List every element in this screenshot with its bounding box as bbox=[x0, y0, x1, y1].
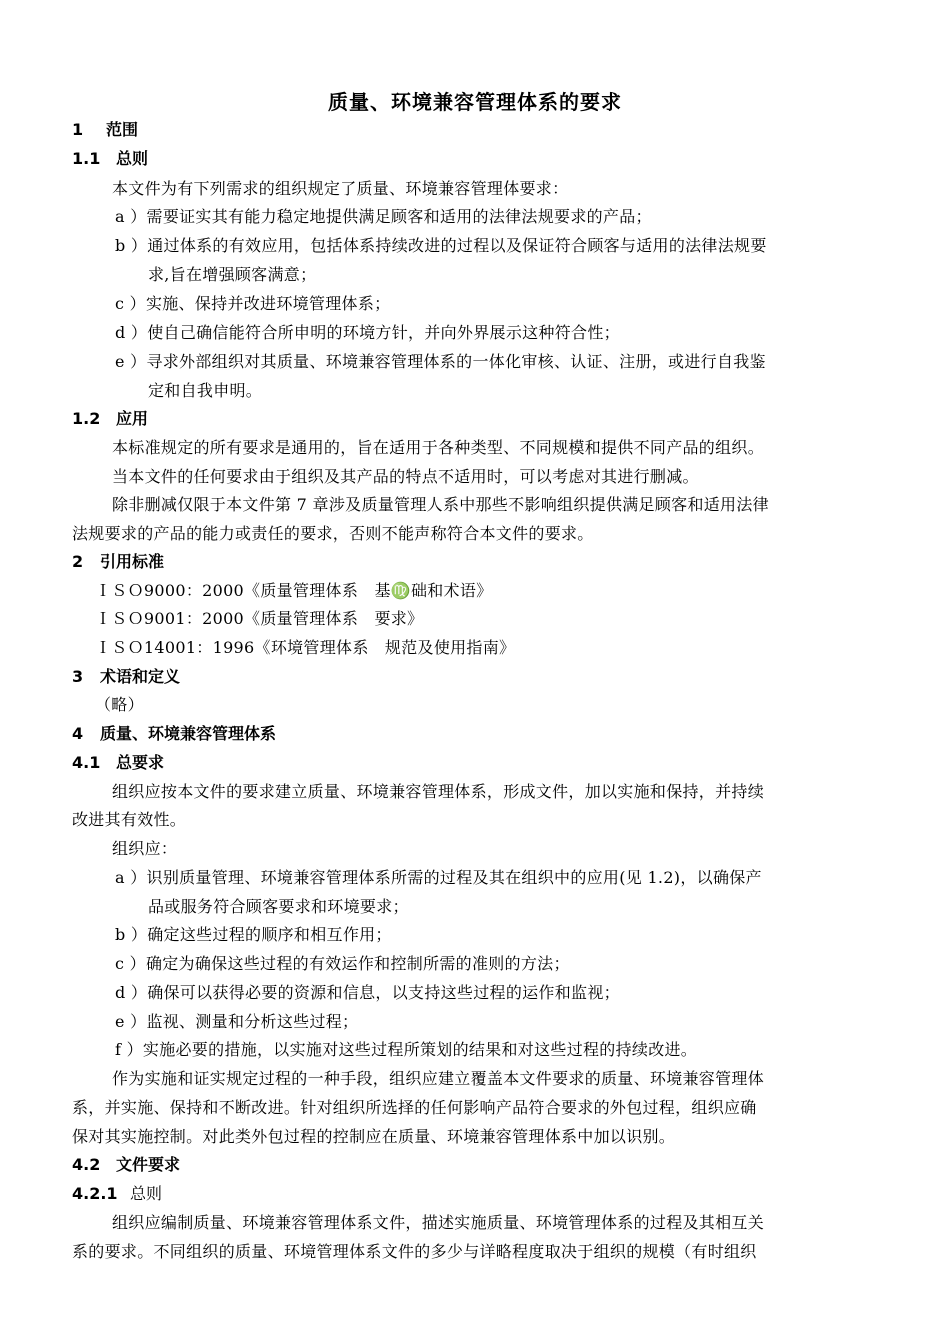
document-title: 质量、环境兼容管理体系的要求 bbox=[328, 90, 622, 114]
heading-2 bbox=[72, 549, 164, 572]
heading-label: 术语和定义 bbox=[100, 667, 181, 686]
heading-number: 1.2 bbox=[72, 409, 101, 428]
list-item: b ）确定这些过程的顺序和相互作用； bbox=[115, 925, 392, 944]
paragraph-continuation: 系的要求。不同组织的质量、环境管理体系文件的多少与详略程度取决于组织的规模（有时组织 bbox=[72, 1242, 757, 1261]
heading-4-1 bbox=[72, 750, 164, 773]
heading-number: 4.1 bbox=[72, 753, 101, 772]
paragraph: 本标准规定的所有要求是通用的，旨在适用于各种类型、不同规模和提供不同产品的组织。 bbox=[112, 438, 765, 457]
paragraph-continuation: 法规要求的产品的能力或责任的要求，否则不能声称符合本文件的要求。 bbox=[72, 524, 594, 543]
paragraph: 当本文件的任何要求由于组织及其产品的特点不适用时，可以考虑对其进行删减。 bbox=[112, 467, 699, 486]
reference-item: ＩＳＯ9001：2000《质量管理体系 要求》 bbox=[95, 609, 424, 628]
heading-1-2 bbox=[72, 406, 148, 429]
list-item: f ）实施必要的措施，以实施对这些过程所策划的结果和对这些过程的持续改进。 bbox=[115, 1040, 698, 1059]
heading-label: 范围 bbox=[106, 120, 139, 139]
heading-4-2 bbox=[72, 1152, 180, 1175]
paragraph: 作为实施和证实规定过程的一种手段，组织应建立覆盖本文件要求的质量、环境兼容管理体 bbox=[112, 1069, 765, 1088]
list-item: e ）寻求外部组织对其质量、环境兼容管理体系的一体化审核、认证、注册，或进行自我鉴 bbox=[115, 352, 766, 371]
reference-item: ＩＳＯ9000：2000《质量管理体系 基♍础和术语》 bbox=[95, 581, 493, 600]
list-item-continuation: 求,旨在增强顾客满意； bbox=[148, 265, 317, 284]
heading-number: 1 bbox=[72, 120, 84, 139]
list-item-continuation: 定和自我申明。 bbox=[148, 381, 263, 400]
list-item: c ）实施、保持并改进环境管理体系； bbox=[115, 294, 391, 313]
heading-label: 总则 bbox=[116, 149, 149, 168]
list-item: d ）确保可以获得必要的资源和信息，以支持这些过程的运作和监视； bbox=[115, 983, 620, 1002]
list-item: e ）监视、测量和分析这些过程； bbox=[115, 1012, 359, 1031]
paragraph: 除非删减仅限于本文件第 7 章涉及质量管理人系中那些不影响组织提供满足顾客和适用法律 bbox=[112, 495, 769, 514]
heading-label: 应用 bbox=[116, 409, 149, 428]
heading-label: 文件要求 bbox=[116, 1155, 181, 1174]
heading-number: 2 bbox=[72, 552, 84, 571]
list-item: b ）通过体系的有效应用，包括体系持续改进的过程以及保证符合顾客与适用的法律法规要 bbox=[115, 236, 767, 255]
reference-item: ＩＳＯ14001：1996《环境管理体系 规范及使用指南》 bbox=[95, 638, 516, 657]
list-item: c ）确定为确保这些过程的有效运作和控制所需的准则的方法； bbox=[115, 954, 570, 973]
heading-1 bbox=[72, 117, 138, 140]
heading-number: 1.1 bbox=[72, 149, 101, 168]
heading-number: 4.2.1 bbox=[72, 1184, 118, 1203]
heading-label: 总要求 bbox=[116, 753, 165, 772]
heading-number: 4.2 bbox=[72, 1155, 101, 1174]
paragraph: （略） bbox=[95, 695, 144, 714]
paragraph: 组织应编制质量、环境兼容管理体系文件，描述实施质量、环境管理体系的过程及其相互关 bbox=[112, 1213, 765, 1232]
heading-label: 总则 bbox=[130, 1184, 163, 1203]
heading-4 bbox=[72, 721, 276, 744]
heading-1-1 bbox=[72, 146, 148, 169]
paragraph-continuation: 改进其有效性。 bbox=[72, 810, 187, 829]
list-item-continuation: 品或服务符合顾客要求和环境要求； bbox=[148, 897, 409, 916]
paragraph-continuation: 系，并实施、保持和不断改进。针对组织所选择的任何影响产品符合要求的外包过程，组织应确 bbox=[72, 1098, 757, 1117]
heading-3 bbox=[72, 664, 180, 687]
heading-label: 质量、环境兼容管理体系 bbox=[100, 724, 277, 743]
heading-4-2-1 bbox=[72, 1181, 162, 1204]
heading-number: 3 bbox=[72, 667, 84, 686]
paragraph: 本文件为有下列需求的组织规定了质量、环境兼容管理体要求： bbox=[112, 179, 569, 198]
heading-label: 引用标准 bbox=[100, 552, 165, 571]
list-item: a ）需要证实其有能力稳定地提供满足顾客和适用的法律法规要求的产品； bbox=[115, 207, 652, 226]
heading-number: 4 bbox=[72, 724, 84, 743]
paragraph: 组织应： bbox=[112, 839, 178, 858]
paragraph-continuation: 保对其实施控制。对此类外包过程的控制应在质量、环境兼容管理体系中加以识别。 bbox=[72, 1127, 676, 1146]
list-item: a ）识别质量管理、环境兼容管理体系所需的过程及其在组织中的应用(见 1.2)，以确保产 bbox=[115, 868, 762, 887]
list-item: d ）使自己确信能符合所申明的环境方针，并向外界展示这种符合性； bbox=[115, 323, 620, 342]
paragraph: 组织应按本文件的要求建立质量、环境兼容管理体系，形成文件，加以实施和保持，并持续 bbox=[112, 782, 765, 801]
